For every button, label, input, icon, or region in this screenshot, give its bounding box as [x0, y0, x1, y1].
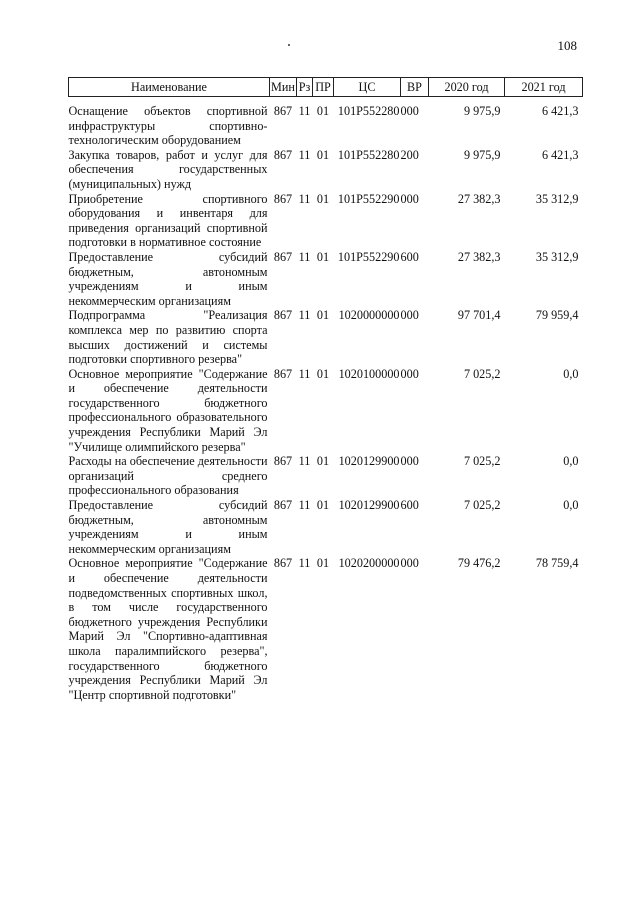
- table-row: [69, 97, 583, 148]
- header-cs: ЦС: [334, 78, 401, 97]
- row-2021: 79 959,4: [535, 308, 579, 323]
- row-name: Расходы на обеспечение деятельности организаций среднего профессионального образования: [68, 454, 268, 498]
- row-pr: 01: [316, 366, 330, 381]
- row-2021: 35 312,9: [535, 191, 579, 206]
- row-name: Закупка товаров, работ и услуг для обеспечения государственных (муниципальных) нужд: [68, 147, 268, 191]
- row-vr: 000: [400, 104, 419, 118]
- row-2021: 0,0: [563, 454, 579, 469]
- row-2020: 27 382,3: [457, 249, 501, 264]
- row-cs: 1020129900: [338, 498, 400, 513]
- row-min: 867: [273, 104, 293, 118]
- row-name: Подпрограмма "Реализация комплекса мер по развитию спорта высших достижений и системы подготовки спортивного резерва": [68, 308, 268, 367]
- row-pr: 01: [316, 308, 330, 323]
- header-2021: 2021 год: [505, 78, 583, 97]
- row-2021: 78 759,4: [535, 556, 579, 571]
- row-2020: 97 701,4: [457, 308, 501, 323]
- row-min: 867: [273, 454, 293, 469]
- header-pr: ПР: [313, 78, 334, 97]
- row-vr: 200: [400, 147, 419, 162]
- row-2020: 9 975,9: [463, 104, 501, 118]
- row-2021: 6 421,3: [541, 104, 579, 118]
- row-cs: 1020200000: [338, 556, 400, 571]
- row-2020: 27 382,3: [457, 191, 501, 206]
- row-cs: 1020000000: [338, 308, 400, 323]
- row-rz: 11: [298, 249, 311, 264]
- row-min: 867: [273, 366, 293, 381]
- row-name: Приобретение спортивного оборудования и инвентаря для приведения организаций спортивной подготовки в нормативное состояние: [68, 191, 268, 250]
- row-min: 867: [273, 308, 293, 323]
- row-2021: 0,0: [563, 498, 579, 513]
- row-pr: 01: [316, 104, 330, 118]
- row-min: 867: [273, 147, 293, 162]
- row-2021: 35 312,9: [535, 249, 579, 264]
- row-cs: 1020100000: [338, 366, 400, 381]
- row-rz: 11: [298, 147, 311, 162]
- row-cs: 101P552290: [337, 191, 400, 206]
- row-cs: 101P552280: [337, 147, 400, 162]
- page-number: 108: [557, 38, 577, 53]
- row-cs: 101P552280: [337, 104, 400, 118]
- row-cs: 101P552290: [337, 249, 400, 264]
- row-name: Оснащение объектов спортивной инфраструктуры спортивно-технологическим оборудованием: [68, 104, 268, 148]
- table-row: [69, 250, 583, 308]
- row-rz: 11: [298, 556, 311, 571]
- row-2020: 7 025,2: [463, 366, 501, 381]
- header-name: Наименование: [69, 78, 270, 97]
- row-rz: 11: [298, 498, 311, 513]
- row-vr: 000: [400, 366, 419, 381]
- row-vr: 000: [400, 308, 419, 323]
- row-name: Основное мероприятие "Содержание и обеспечение деятельности государственного бюджетного профессионального образовательного учреждения Республики Марий Эл "Училище олимпийского резерва": [68, 366, 268, 454]
- row-vr: 600: [400, 498, 419, 513]
- table-row: [69, 556, 583, 702]
- scan-speck: [288, 44, 290, 46]
- row-min: 867: [273, 249, 293, 264]
- header-vr: ВР: [401, 78, 429, 97]
- row-cs: 1020129900: [338, 454, 400, 469]
- header-rz: Рз: [297, 78, 313, 97]
- row-pr: 01: [316, 454, 330, 469]
- row-pr: 01: [316, 147, 330, 162]
- table-row: [69, 454, 583, 498]
- row-min: 867: [273, 498, 293, 513]
- row-pr: 01: [316, 191, 330, 206]
- table-row: [69, 192, 583, 250]
- row-2021: 6 421,3: [541, 147, 579, 162]
- row-rz: 11: [298, 104, 311, 118]
- table-row: [69, 308, 583, 366]
- row-vr: 000: [400, 556, 419, 571]
- row-name: Предоставление субсидий бюджетным, автономным учреждениям и иным некоммерческим организациям: [68, 249, 268, 308]
- row-2020: 7 025,2: [463, 498, 501, 513]
- row-vr: 600: [400, 249, 419, 264]
- row-pr: 01: [316, 498, 330, 513]
- row-2021: 0,0: [563, 366, 579, 381]
- row-min: 867: [273, 556, 293, 571]
- row-pr: 01: [316, 249, 330, 264]
- row-vr: 000: [400, 191, 419, 206]
- row-rz: 11: [298, 454, 311, 469]
- row-vr: 000: [400, 454, 419, 469]
- row-2020: 79 476,2: [457, 556, 501, 571]
- row-2020: 7 025,2: [463, 454, 501, 469]
- row-name: Основное мероприятие "Содержание и обеспечение деятельности подведомственных спортивных школ, в том числе государственного бюджетного учреждения Республики Марий Эл "Спортивно-адаптивная школа паралимпийского резерва", государственного бюджетного учреждения Республики Марий Эл "Центр спортивной подготовки": [68, 556, 268, 702]
- header-2020: 2020 год: [429, 78, 505, 97]
- row-rz: 11: [298, 191, 311, 206]
- table-row: [69, 367, 583, 455]
- row-rz: 11: [298, 308, 311, 323]
- row-min: 867: [273, 191, 293, 206]
- row-name: Предоставление субсидий бюджетным, автономным учреждениям и иным некоммерческим организациям: [68, 498, 268, 556]
- row-pr: 01: [316, 556, 330, 571]
- row-2020: 9 975,9: [463, 147, 501, 162]
- budget-table: [68, 77, 583, 702]
- table-body: [69, 97, 583, 703]
- table-row: [69, 148, 583, 192]
- table-header: [69, 78, 583, 97]
- row-rz: 11: [298, 366, 311, 381]
- header-min: Мин: [270, 78, 297, 97]
- table-row: [69, 498, 583, 556]
